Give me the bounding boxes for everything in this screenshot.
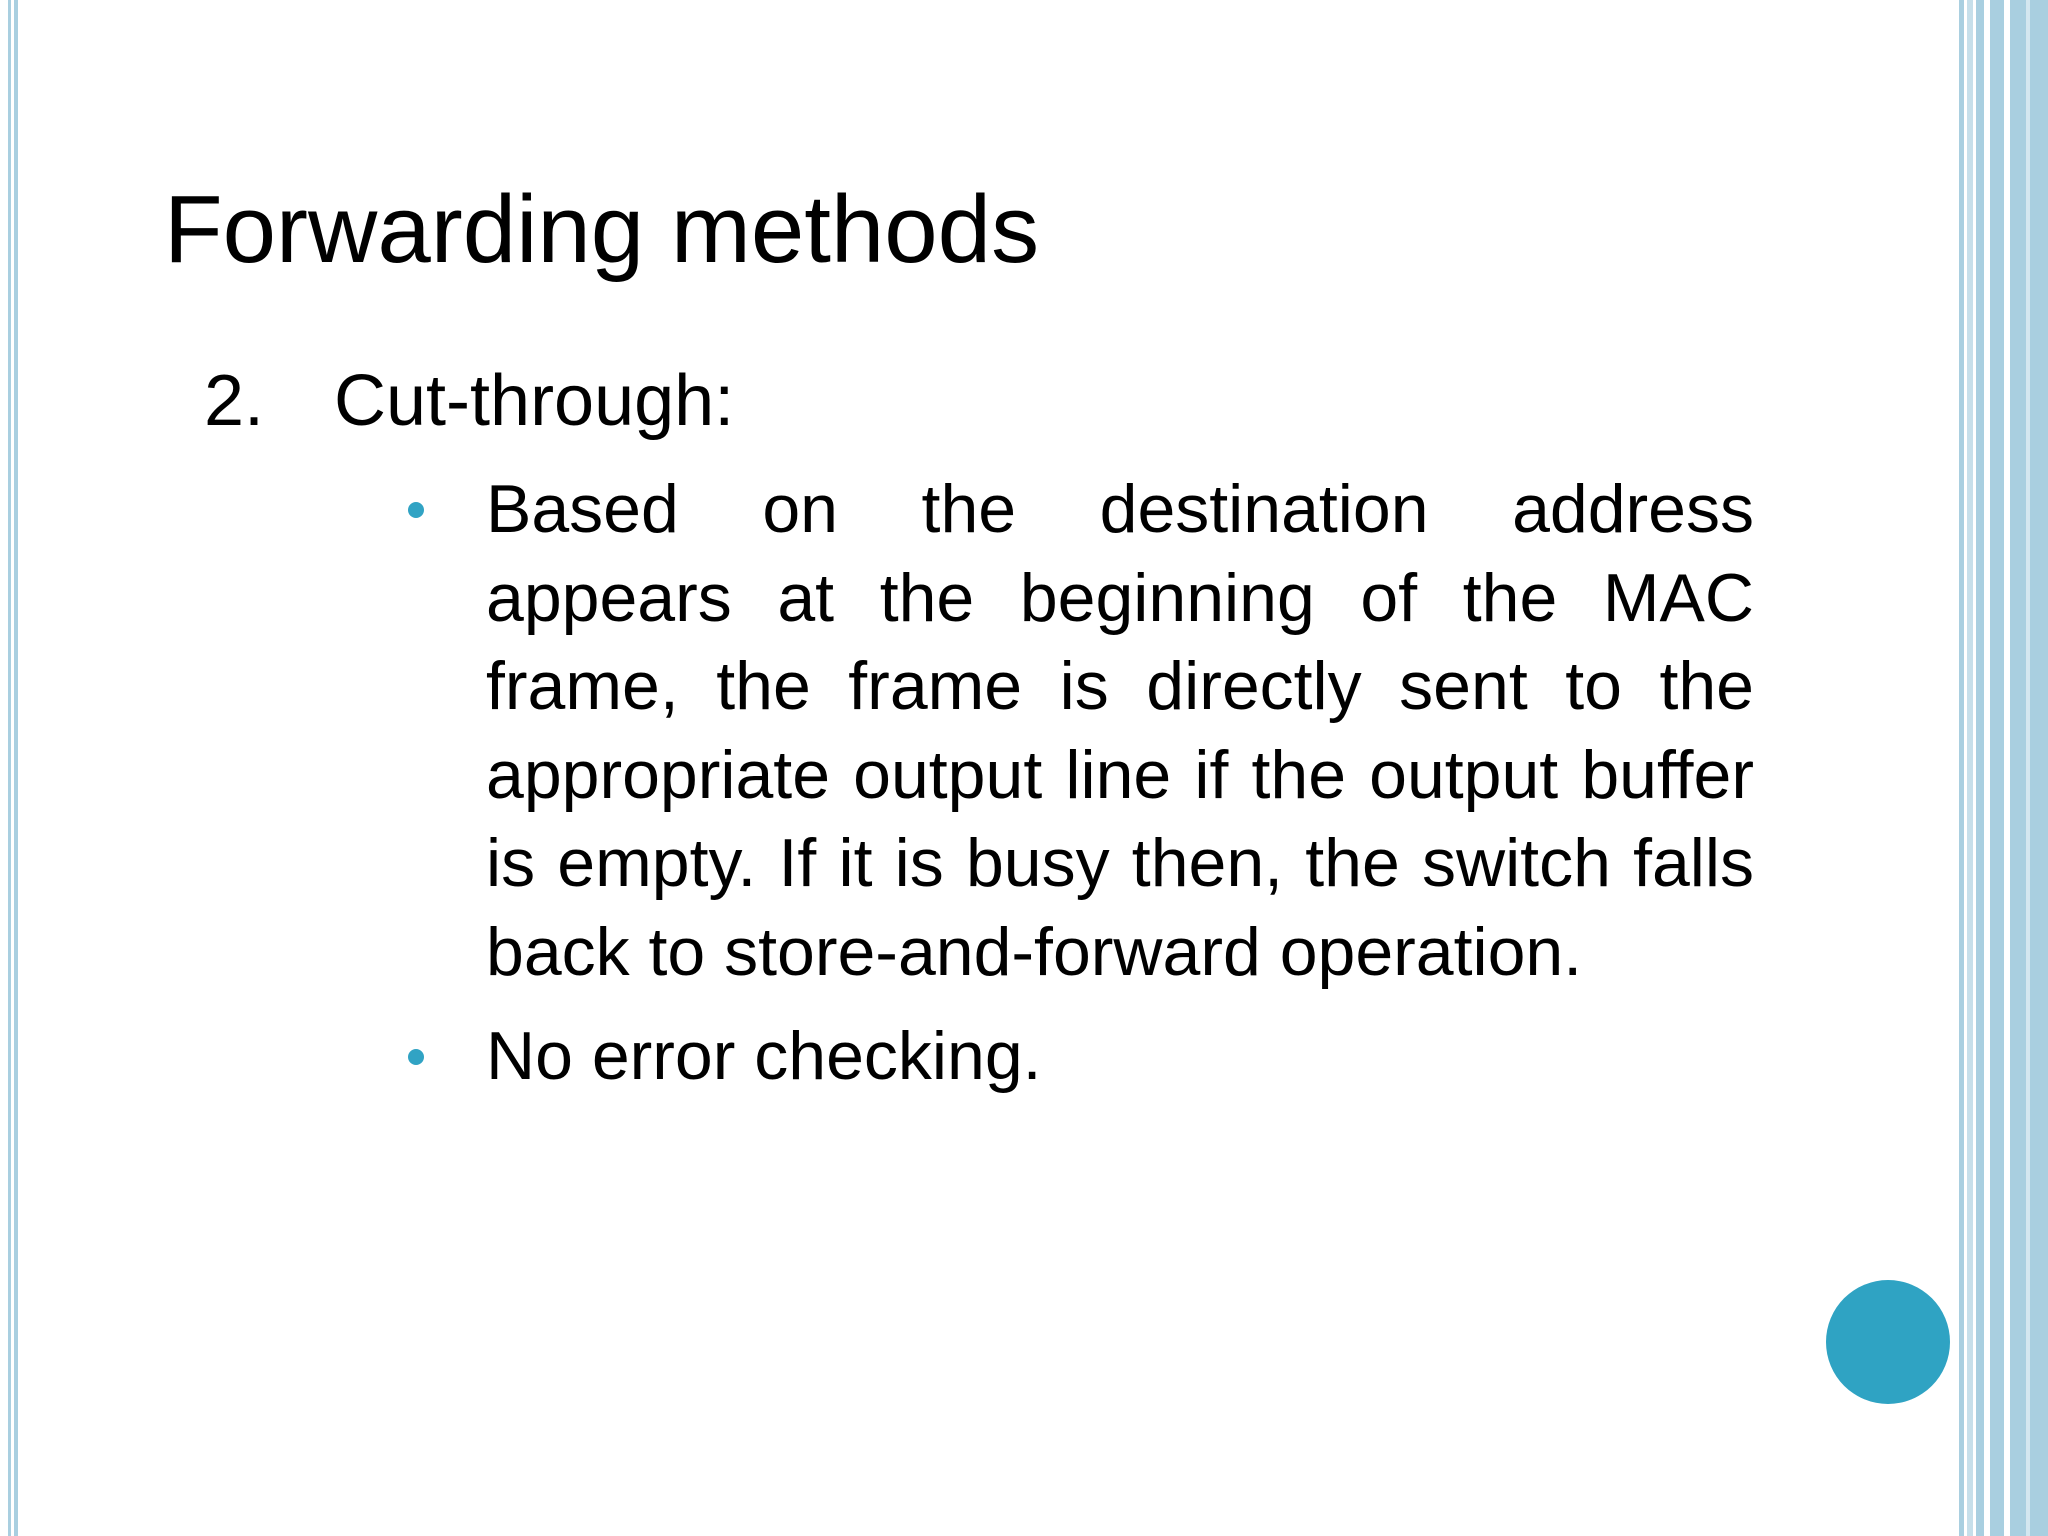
right-border-stripe xyxy=(1967,0,1973,1536)
bullet-dot-icon xyxy=(408,502,424,518)
bullet-item xyxy=(400,1012,1754,1101)
right-border-stripe xyxy=(2026,0,2030,1536)
circle-decoration-icon xyxy=(1826,1280,1950,1404)
item-label: Cut-through: xyxy=(334,361,735,441)
right-border-stripe xyxy=(1959,0,1964,1536)
bullet-text: Based on the destination address appears at the beginning of the MAC frame, the frame is directly sent to the appropriate output line if the output buffer is empty. If it is busy then, the switch falls back to store-and-forward operation. xyxy=(486,471,1754,990)
numbered-item xyxy=(204,358,734,444)
right-border-stripe xyxy=(1976,0,1984,1536)
bullet-dot-icon xyxy=(408,1049,424,1065)
left-border-line xyxy=(8,0,11,1536)
item-number: 2. xyxy=(204,361,265,441)
bullet-text: No error checking. xyxy=(486,1018,1042,1094)
bullet-item xyxy=(400,465,1754,996)
bullet-list xyxy=(400,465,1754,1101)
slide-title: Forwarding methods xyxy=(164,176,1040,283)
right-border-stripe xyxy=(1990,0,2004,1536)
left-border-line xyxy=(14,0,18,1536)
